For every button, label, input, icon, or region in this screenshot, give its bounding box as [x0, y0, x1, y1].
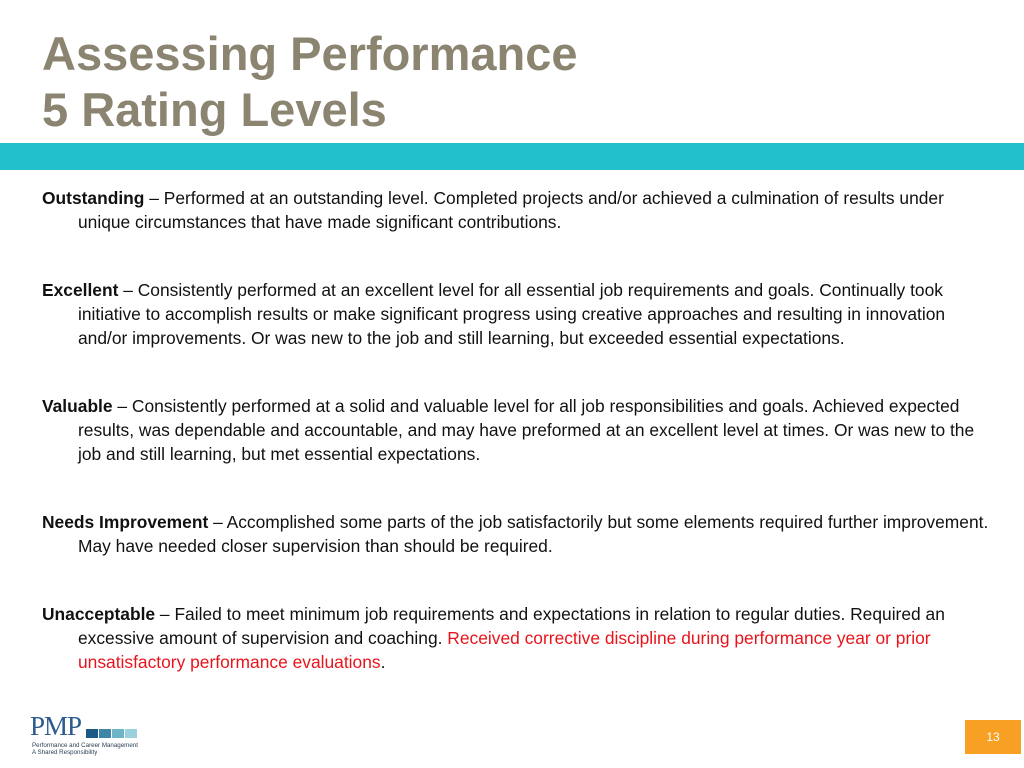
rating-term: Unacceptable	[42, 604, 156, 624]
rating-description: Failed to meet minimum job requirements and expectations in relation to regular duties. Required an excessive amount of supervision and coaching.	[78, 604, 945, 648]
rating-term: Outstanding	[42, 188, 145, 208]
rating-description: Accomplished some parts of the job satisfactorily but some elements required further improvement. May have needed closer supervision than should be required.	[78, 512, 989, 556]
rating-item-valuable	[42, 394, 992, 466]
rating-item-outstanding	[42, 186, 992, 234]
rating-levels-list	[42, 186, 992, 674]
rating-item-needs-improvement	[42, 510, 992, 558]
rating-description: Consistently performed at a solid and valuable level for all job responsibilities and goals. Achieved expected results, was dependable and accountable, and may have preformed at an excellent level at times. Or was new to the job and still learning, but met essential expectations.	[78, 396, 975, 464]
rating-separator: –	[155, 604, 175, 624]
rating-highlight-text: Received corrective discipline during performance year or prior unsatisfactory performance evaluations	[78, 628, 931, 672]
slide-title	[42, 26, 578, 138]
rating-separator: –	[144, 188, 164, 208]
logo-mark: PMP	[30, 711, 82, 741]
logo-subtagline: A Shared Responsibility	[32, 749, 98, 756]
rating-description: Performed at an outstanding level. Completed projects and/or achieved a culmination of results under unique circumstances that have made significant contributions.	[78, 188, 944, 232]
slide-title-line2: 5 Rating Levels	[42, 83, 387, 136]
logo-tagline: Performance and Career Management	[32, 742, 138, 749]
logo-square	[99, 729, 111, 738]
rating-term: Needs Improvement	[42, 512, 209, 532]
rating-description: Consistently performed at an excellent level for all essential job requirements and goals. Continually took initiative to accomplish results or make significant progress using creative approaches and resulting in innovation and/or improvements. Or was new to the job and still learning, but exceeded essential expectations.	[78, 280, 946, 348]
rating-item-excellent	[42, 278, 992, 350]
pmp-logo	[30, 712, 140, 762]
slide-title-line1: Assessing Performance	[42, 27, 578, 80]
rating-separator: –	[118, 280, 138, 300]
rating-tail: .	[380, 652, 386, 672]
rating-separator: –	[112, 396, 132, 416]
logo-square	[125, 729, 137, 738]
header-accent-band	[0, 143, 1024, 170]
page-number-badge: 13	[965, 720, 1021, 754]
rating-term: Excellent	[42, 280, 119, 300]
logo-square	[112, 729, 124, 738]
rating-item-unacceptable	[42, 602, 992, 674]
rating-term: Valuable	[42, 396, 113, 416]
logo-square	[86, 729, 98, 738]
rating-separator: –	[208, 512, 227, 532]
